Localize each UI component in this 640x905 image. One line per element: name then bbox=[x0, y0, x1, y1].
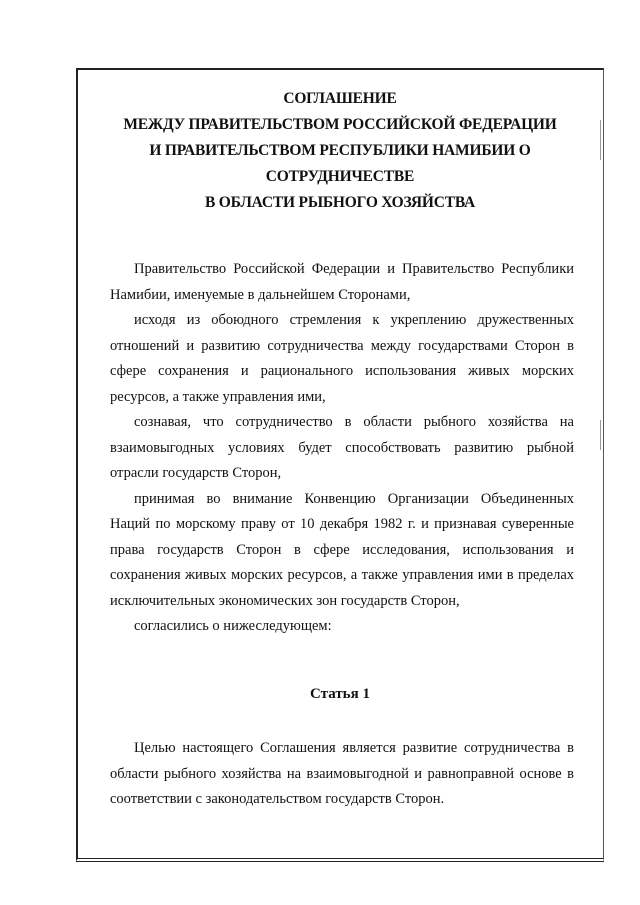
preamble-paragraph: исходя из обоюдного стремления к укреплению дружественных отношений и развитию сотрудничества между государствами Сторон в сфере сохранения и рационального использования живых морских ресурсов, а также управления ими, bbox=[110, 312, 574, 405]
title-line: И ПРАВИТЕЛЬСТВОМ РЕСПУБЛИКИ НАМИБИИ О bbox=[149, 142, 531, 159]
title-line: СОТРУДНИЧЕСТВЕ bbox=[265, 168, 415, 185]
title-line: МЕЖДУ ПРАВИТЕЛЬСТВОМ РОССИЙСКОЙ ФЕДЕРАЦИИ bbox=[123, 116, 557, 133]
document-title bbox=[90, 86, 590, 216]
scan-artifact bbox=[600, 120, 601, 160]
preamble-paragraph: принимая во внимание Конвенцию Организации Объединенных Наций по морскому праву от 10 декабря 1982 г. и признавая суверенные права государств Сторон в сфере исследования, использования и сохранения живых морских ресурсов, а также управления ими в пределах исключительных экономических зон государств Сторон, bbox=[110, 490, 574, 609]
preamble-paragraph: Правительство Российской Федерации и Правительство Республики Намибии, именуемые в дальнейшем Сторонами, bbox=[110, 261, 574, 303]
preamble-paragraph: сознавая, что сотрудничество в области рыбного хозяйства на взаимовыгодных условиях будет способствовать развитию рыбной отрасли государств Сторон, bbox=[110, 414, 574, 481]
article-paragraph: Целью настоящего Соглашения является развитие сотрудничества в области рыбного хозяйства на взаимовыгодной и равноправной основе в соответствии с законодательством государств Сторон. bbox=[110, 740, 574, 807]
preamble bbox=[110, 257, 574, 640]
scan-artifact bbox=[600, 420, 601, 450]
title-line: В ОБЛАСТИ РЫБНОГО ХОЗЯЙСТВА bbox=[204, 194, 475, 211]
article-body bbox=[110, 736, 574, 813]
preamble-paragraph: согласились о нижеследующем: bbox=[134, 618, 332, 634]
title-line: СОГЛАШЕНИЕ bbox=[283, 90, 397, 107]
article-heading: Статья 1 bbox=[310, 686, 370, 702]
